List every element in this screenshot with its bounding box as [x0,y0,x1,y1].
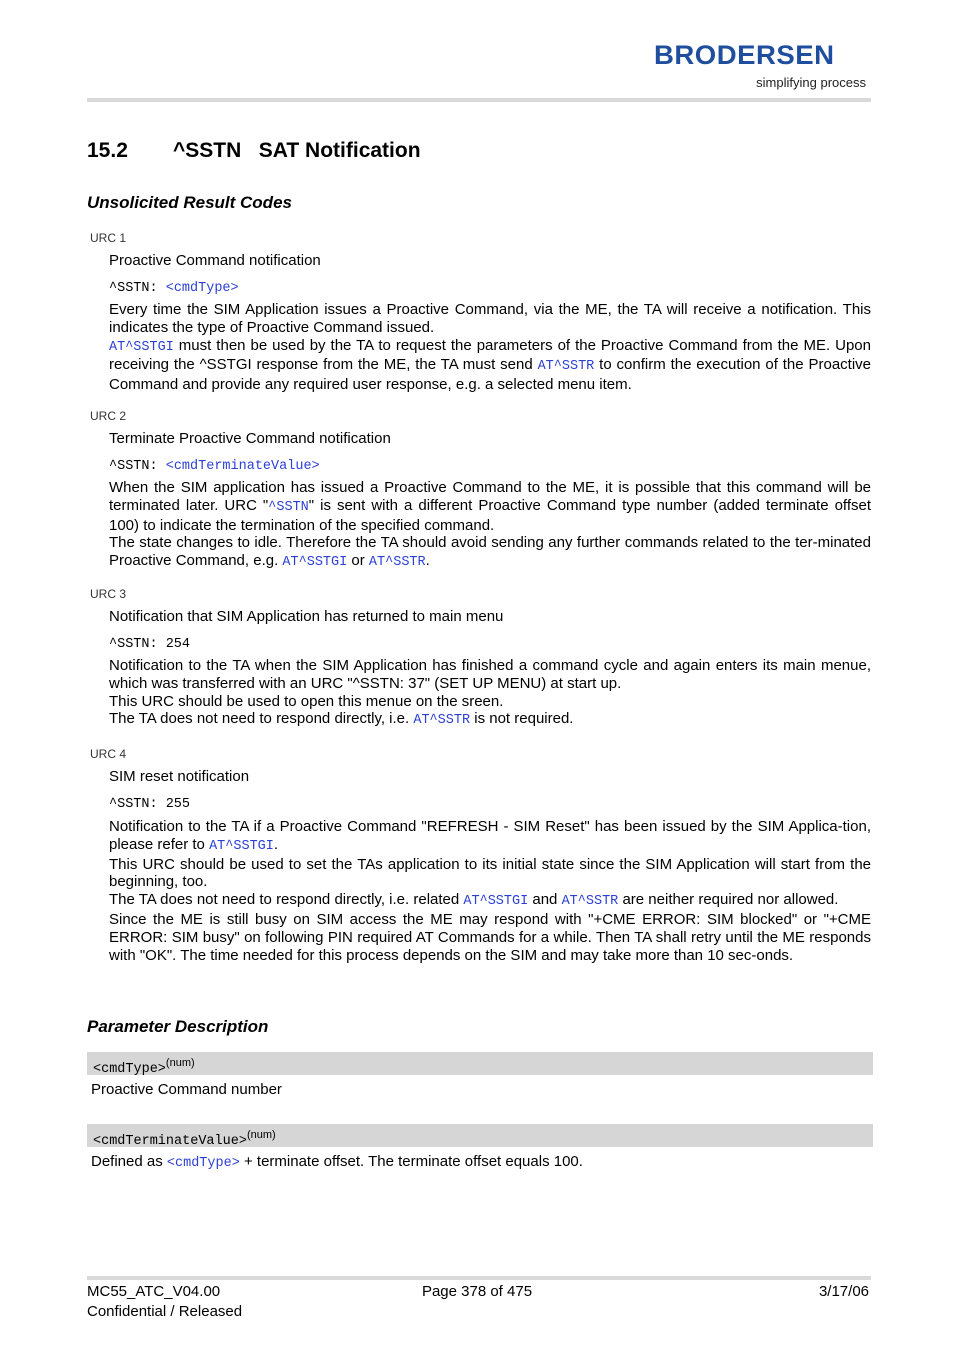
footer-divider [87,1276,871,1280]
paragraph: This URC should be used to set the TAs application to its initial state since the SIM Application will start from the beginning, too. [109,855,871,891]
urc-label: URC 1 [90,231,127,245]
section-title [87,138,421,164]
param-type: (num) [246,1129,276,1141]
param-link-cmdtype[interactable]: <cmdType> [166,1156,240,1171]
code-prefix: ^SSTN: [109,459,166,474]
code-text: ^SSTN: 255 [109,797,191,812]
brand-logo [654,40,868,95]
paragraph: Notification to the TA when the SIM Application has finished a command cycle and again enters its main menue, which was transferred with an URC "^SSTN: 37" (SET UP MENU) at start up. [109,657,871,692]
paragraph-text: " is sent with a different Proactive Command type number (added terminate offset 100) to indicate the termination of the specified command. [109,496,872,534]
section-number: 15.2 [87,139,128,162]
paragraph-text: to confirm the execution of the Proactive Command and provide any required user response, e.g. a selected menu item. [109,356,872,394]
urc-code [109,456,320,476]
urc-code [109,634,190,654]
link-at-sstr[interactable]: AT^SSTR [537,359,595,375]
urc-heading: Unsolicited Result Codes [87,193,292,212]
paragraph-text: and [528,891,562,909]
paragraph-text: . [425,552,430,570]
paragraph: Every time the SIM Application issues a Proactive Command, via the ME, the TA will receive a notification. This indicates the type of Proactive Command issued. [109,301,871,336]
param-description: Proactive Command number [91,1081,282,1098]
link-at-sstr[interactable]: AT^SSTR [413,713,471,729]
urc-title: Terminate Proactive Command notification [109,430,391,447]
param-description [91,1153,583,1173]
paragraph-text: Notification to the TA if a Proactive Command "REFRESH - SIM Reset" has been issued by the SIM Applica-tion, please refer to [109,818,871,853]
logo-wordmark: BRODERSEN [654,40,835,70]
footer-status: Confidential / Released [87,1303,243,1320]
link-at-sstr[interactable]: AT^SSTR [561,894,619,910]
urc-title: Proactive Command notification [109,252,321,269]
param-header-cmdterminatevalue [87,1124,873,1147]
paragraph [109,534,871,572]
paragraph [109,710,871,730]
logo-tagline: simplifying process [756,75,866,90]
link-sstn[interactable]: ^SSTN [268,499,309,515]
paragraph-text: The state changes to idle. Therefore the TA should avoid sending any further commands related to the ter-minated Proactive Command, e.g. [109,534,871,570]
code-prefix: ^SSTN: [109,281,166,296]
link-at-sstr[interactable]: AT^SSTR [368,555,426,571]
param-link-cmdterminatevalue[interactable]: <cmdTerminateValue> [165,459,320,474]
urc-label: URC 4 [90,747,127,761]
paragraph-text: are neither required nor allowed. [618,891,839,909]
urc-description [109,479,871,572]
urc-code [109,278,239,298]
urc-title: SIM reset notification [109,768,250,785]
section-title-text: ^SSTN SAT Notification [173,139,421,162]
link-at-sstgi[interactable]: AT^SSTGI [282,555,348,571]
paragraph-text: The TA does not need to respond directly, i.e. [109,710,414,728]
paragraph: This URC should be used to open this menue on the sreen. [109,692,504,710]
header-divider [87,98,871,102]
paragraph [109,337,871,394]
link-at-sstgi[interactable]: AT^SSTGI [109,339,174,355]
param-name: <cmdTerminateValue> [93,1134,247,1149]
param-heading: Parameter Description [87,1017,269,1036]
paragraph-text: + terminate offset. The terminate offset equals 100. [239,1153,583,1170]
urc-title: Notification that SIM Application has returned to main menu [109,608,504,625]
urc-description [109,301,871,394]
link-at-sstgi[interactable]: AT^SSTGI [209,838,274,854]
paragraph-text: or [347,552,369,570]
paragraph-text: When the SIM application has issued a Proactive Command to the ME, it is possible that this command will be terminated later. URC " [109,479,871,514]
urc-label: URC 2 [90,409,127,423]
paragraph-text: The TA does not need to respond directly, i.e. related [109,891,464,909]
paragraph-text: . [273,835,279,853]
paragraph-text: is not required. [470,710,574,728]
paragraph [109,818,871,856]
param-name: <cmdType> [93,1062,166,1077]
link-at-sstgi[interactable]: AT^SSTGI [463,894,529,910]
param-type: (num) [165,1057,195,1069]
urc-description [109,818,871,964]
urc-label: URC 3 [90,587,127,601]
param-link-cmdtype[interactable]: <cmdType> [165,281,239,296]
paragraph [109,891,871,911]
footer-date: 3/17/06 [818,1283,869,1300]
urc-description [109,657,871,730]
paragraph [109,479,871,534]
paragraph-text: must then be used by the TA to request the parameters of the Proactive Command from the ME. Upon receiving the ^SSTGI response from the ME, the TA must send [109,336,871,374]
paragraph-text: Defined as [91,1153,167,1170]
footer-page-number: Page 378 of 475 [421,1283,533,1300]
param-header-cmdtype [87,1052,873,1075]
code-text: ^SSTN: 254 [109,637,191,652]
paragraph: Since the ME is still busy on SIM access the ME may respond with "+CME ERROR: SIM blocked" or "+CME ERROR: SIM busy" on following PIN required AT Commands for a while. Then TA shall retry until the ME responds with "OK". The time needed for this process depends on the SIM and may take more than 10 sec-onds. [109,910,871,964]
urc-code [109,794,190,814]
footer-doc-id: MC55_ATC_V04.00 [87,1283,221,1300]
